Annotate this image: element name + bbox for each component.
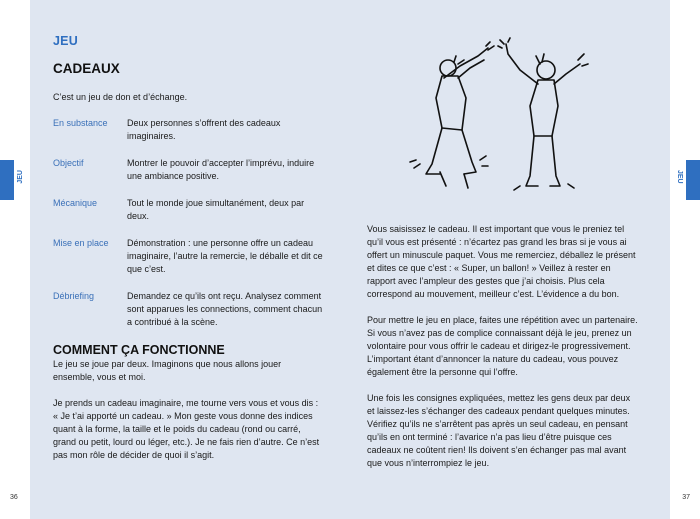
intro-text: C’est un jeu de don et d’échange.	[53, 92, 188, 102]
section-tag: JEU	[53, 34, 78, 48]
definition-list	[53, 117, 328, 329]
definition-term: Mise en place	[53, 238, 109, 248]
left-body-text	[53, 358, 321, 475]
definition-row	[53, 117, 328, 143]
definition-desc: Démonstration : une personne offre un cadeau imaginaire, l’autre la remercie, le déballe et dit ce que c’est.	[127, 238, 323, 274]
left-side-tab	[0, 160, 14, 200]
paragraph: Le jeu se joue par deux. Imaginons que nous allons jouer ensemble, vous et moi.	[53, 359, 282, 382]
section-subtitle: COMMENT ÇA FONCTIONNE	[53, 343, 225, 357]
definition-term: En substance	[53, 118, 108, 128]
page-title: CADEAUX	[53, 61, 120, 76]
definition-desc: Montrer le pouvoir d’accepter l’imprévu, induire une ambiance positive.	[127, 158, 315, 181]
right-body-text	[367, 223, 639, 483]
left-page	[30, 0, 350, 519]
paragraph: Je prends un cadeau imaginaire, me tourne vers vous et vous dis : « Je t’ai apporté un cadeau. » Mon geste vous donne des indices quant à la forme, la taille et le poids du cadeau (rond ou carré, grand ou petit, lourd ou léger, etc.). Je ne fais rien d’autre. Ce n’est pas mon rôle de décider de quoi il s’agit.	[53, 398, 320, 460]
paragraph: Une fois les consignes expliquées, mettez les gens deux par deux et laissez-les s’échanger des cadeaux pendant quelques minutes. Vérifiez qu’ils ne s’arrêtent pas après un seul cadeau, en pensant qu’ils en ont terminé : l’avarice n’a pas lieu d’être puisque ces cadeaux ne coûtent rien! Ils doivent s’en échanger pas mal avant que vous n’interrompiez le jeu.	[367, 393, 631, 468]
definition-row	[53, 157, 328, 183]
definition-row	[53, 197, 328, 223]
right-page-number: 37	[682, 494, 690, 501]
definition-desc: Deux personnes s’offrent des cadeaux imaginaires.	[127, 118, 281, 141]
paragraph: Vous saisissez le cadeau. Il est important que vous le preniez tel qu’il vous est présenté : n’écartez pas grand les bras si je vous ai offert un minuscule paquet. Vous me remerciez, déballez le présent et dites ce que c’est : « Super, un ballon! » Veillez à rester en rapport avec l’ampleur des gestes que j’ai choisis. Plus cela correspond au mouvement, meilleur c’est. L’évidence a du bon.	[367, 224, 636, 299]
definition-term: Objectif	[53, 158, 84, 168]
left-side-label: JEU	[17, 170, 24, 184]
paragraph: Pour mettre le jeu en place, faites une répétition avec un partenaire. Si vous n’avez pas de complice connaissant déjà le jeu, prenez un volontaire pour vous offrir le cadeau et dirigez-le progressivement. L’important étant d’annoncer la nature du cadeau, vous pouvez également être la personne qui l’offre.	[367, 315, 638, 377]
definition-desc: Tout le monde joue simultanément, deux par deux.	[127, 198, 305, 221]
definition-term: Débriefing	[53, 291, 95, 301]
left-page-number: 36	[10, 494, 18, 501]
definition-term: Mécanique	[53, 198, 98, 208]
right-side-label: JEU	[676, 170, 683, 184]
definition-desc: Demandez ce qu’ils ont reçu. Analysez comment sont apparues les connections, comment chacun a contribué à la scène.	[127, 291, 323, 327]
two-people-exchanging-gift-illustration	[370, 36, 600, 196]
definition-row	[53, 290, 328, 329]
right-side-tab	[686, 160, 700, 200]
definition-row	[53, 237, 328, 276]
